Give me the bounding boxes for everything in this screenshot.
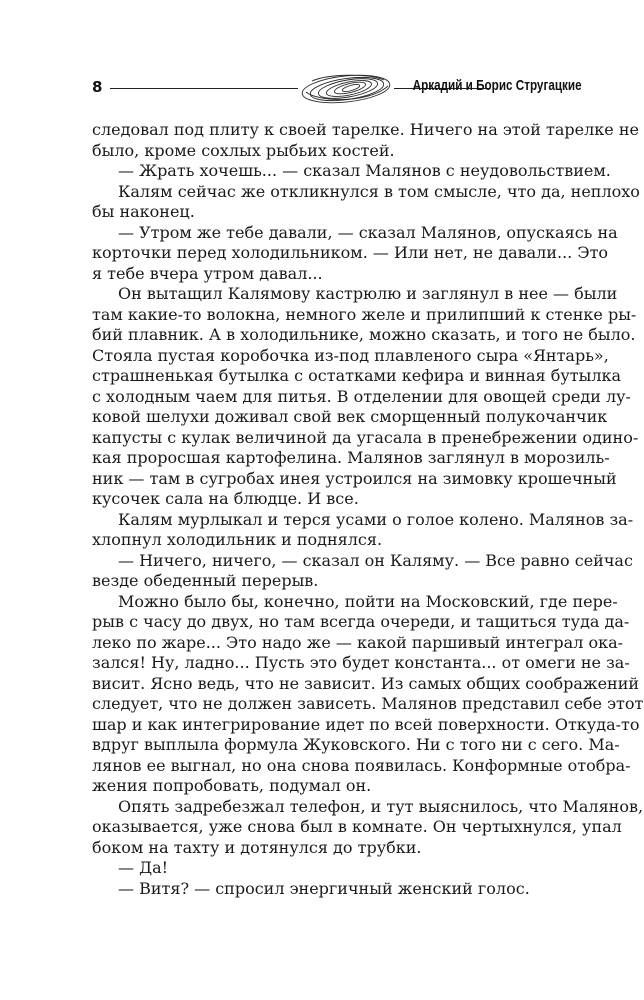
text-line: везде обеденный перерыв. [92,571,319,590]
text-line: оказывается, уже снова был в комнате. Он чертыхнулся, упал [92,817,622,836]
text-line: зался! Ну, ладно... Пусть это будет константа... от омеги не за- [92,653,630,672]
text-line: висит. Ясно ведь, что не зависит. Из самых общих соображений [92,673,640,693]
text-line: следует, что не должен зависеть. Малянов представил себе этот [92,694,644,713]
text-line: — Ничего, ничего, — сказал он Каляму. — Все равно сейчас [118,550,633,570]
text-line: кая проросшая картофелина. Малянов заглянул в морозиль- [92,448,610,467]
text-line: ник — там в сугробах инея устроился на зимовку крошечный [92,468,617,488]
text-line: бий плавник. А в холодильнике, можно сказать, и того не было. [92,325,636,344]
text-line: страшненькая бутылка с остатками кефира и винная бутылка [92,366,622,385]
text-line: бы наконец. [92,202,195,221]
text-line: ковой шелухи доживал свой век сморщенный полукочанчик [92,407,608,426]
text-line: леко по жаре... Это надо же — какой паршивый интеграл ока- [92,632,624,652]
text-line: лянов ее выгнал, но она снова появилась. Конформные отобра- [92,755,631,775]
text-line: корточки перед холодильником. — Или нет, не давали... Это [92,243,609,262]
text-line: — Жрать хочешь... — сказал Малянов с неудовольствием. [118,161,611,180]
text-line: Опять задребезжал телефон, и тут выяснилось, что Малянов, [118,796,644,816]
text-line: — Утром же тебе давали, — сказал Малянов, опускаясь на [118,222,618,242]
text-line: — Витя? — спросил энергичный женский голос. [118,878,530,898]
body-text [92,120,644,899]
header-rule-left [110,88,298,89]
page-number: 8 [92,78,103,96]
text-line: жения попробовать, подумал он. [92,776,372,795]
text-line: было, кроме сохлых рыбьих костей. [92,140,395,160]
text-line: шар и как интегрирование идет по всей поверхности. Откуда-то [92,714,640,734]
running-head [92,72,582,108]
text-line: Можно было бы, конечно, пойти на Московский, где пере- [118,591,618,611]
text-line: кусочек сала на блюдце. И все. [92,489,359,508]
text-line: Стояла пустая коробочка из-под плавленого сыра «Янтарь», [92,345,609,365]
text-line: Он вытащил Калямову кастрюлю и заглянул в нее — были [118,284,618,303]
running-head-author: Аркадий и Борис Стругацкие [413,77,582,94]
text-line: Калям мурлыкал и терся усами о голое колено. Малянов за- [118,509,634,529]
text-line: капусты с кулак величиной да угасала в пренебрежении одино- [92,427,639,447]
text-line: Калям сейчас же откликнулся в том смысле, что да, неплохо [118,181,640,201]
text-line: — Да! [118,858,169,877]
text-line: боком на тахту и дотянулся до трубки. [92,837,422,857]
text-line: я тебе вчера утром давал... [92,263,323,283]
text-line: там какие-то волокна, немного желе и прилипший к стенке ры- [92,304,637,324]
text-line: с холодным чаем для питья. В отделении для овощей среди лу- [92,386,631,406]
text-line: хлопнул холодильник и поднялся. [92,530,383,549]
text-line: рыв с часу до двух, но там всегда очереди, и тащиться туда да- [92,612,630,631]
text-line: вдруг выплыла формула Жуковского. Ни с того ни с сего. Ма- [92,735,620,754]
text-line: следовал под плиту к своей тарелке. Ничего на этой тарелке не [92,120,639,139]
spiral-ornament-icon [298,72,394,106]
